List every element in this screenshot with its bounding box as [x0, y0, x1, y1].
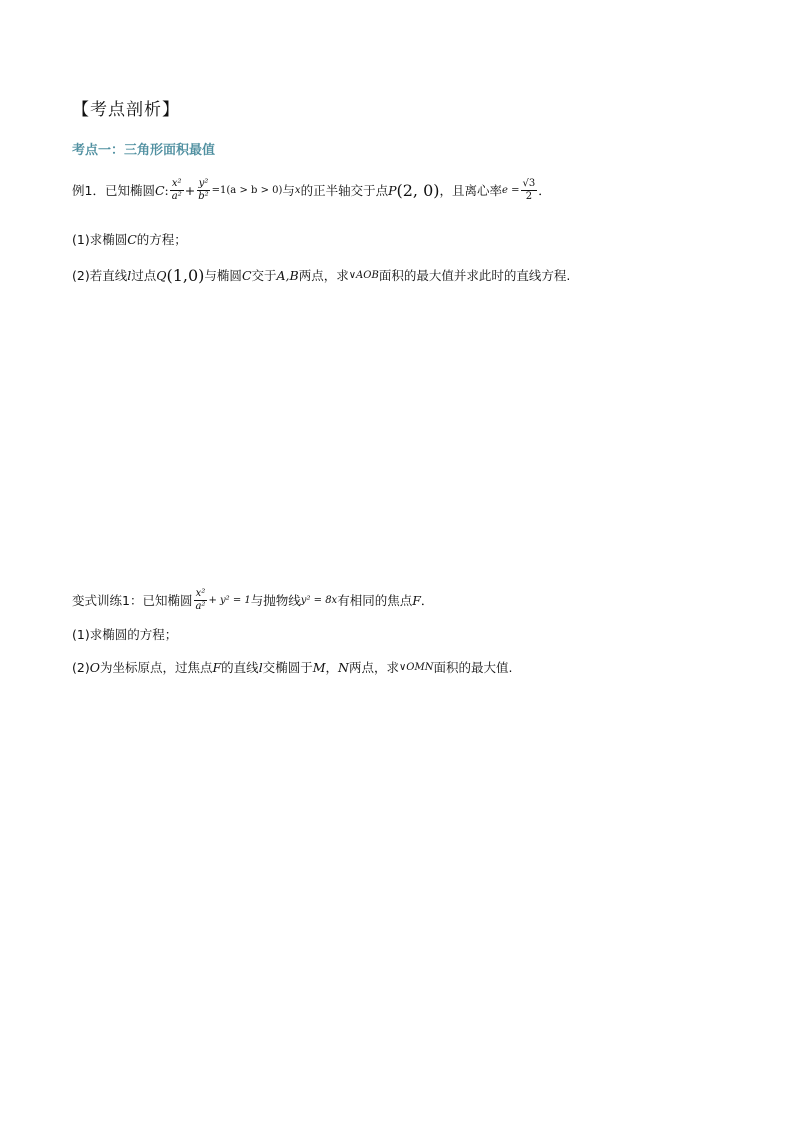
example1-part2	[72, 267, 570, 285]
ellipse-C: C	[127, 232, 137, 247]
fraction-y2-b2	[196, 178, 210, 203]
example1-statement	[72, 178, 551, 203]
var-x: x	[294, 184, 301, 196]
text: 的正半轴交于点	[300, 182, 389, 198]
text: 的直线	[221, 660, 259, 675]
section-heading: 【考点剖析】	[72, 100, 180, 120]
text: 两点，求	[298, 268, 349, 283]
text: (1)求椭圆	[72, 232, 128, 247]
frac-num: x²	[171, 178, 182, 189]
text: (1)求椭圆的方程；	[72, 627, 178, 642]
text: (2)	[72, 660, 90, 675]
frac-num: y²	[198, 178, 209, 189]
text: 交椭圆于	[262, 660, 313, 675]
ellipse-C: C	[241, 268, 252, 283]
colon: :	[164, 182, 169, 198]
frac-den: a²	[195, 601, 206, 612]
text: 面积的最大值并求此时的直线方程.	[378, 268, 571, 283]
focus-F: F	[412, 592, 421, 608]
line-l: l	[127, 268, 132, 283]
text: 交于	[251, 268, 277, 283]
variant1-prefix: 变式训练1：已知椭圆	[72, 592, 193, 608]
text: 的方程；	[136, 232, 187, 247]
frac-num: √3	[522, 178, 536, 189]
example1-prefix: 例1．已知椭圆	[72, 182, 155, 198]
point-N: N	[338, 660, 349, 675]
origin-O: O	[89, 660, 100, 675]
frac-num: x²	[195, 588, 206, 599]
equation-rest: =1(a > b > 0)	[211, 184, 283, 196]
example1-part1	[72, 231, 187, 249]
text: 为坐标原点，过焦点	[99, 660, 213, 675]
text: ，	[325, 660, 339, 675]
frac-den: b²	[198, 191, 209, 202]
variant1-part1	[72, 626, 177, 644]
text: 过点	[131, 268, 157, 283]
text: ，且离心率	[439, 182, 503, 198]
point-Q: Q	[156, 268, 167, 283]
line-l: l	[258, 660, 263, 675]
text: 与抛物线	[250, 592, 301, 608]
point-Q-coords: (1,0)	[166, 266, 205, 285]
text: 有相同的焦点	[337, 592, 413, 608]
text: (2)若直线	[72, 268, 128, 283]
parabola-equation: y² = 8x	[300, 594, 338, 606]
variant1-statement	[72, 588, 433, 613]
triangle-AOB: ∨AOB	[348, 270, 379, 281]
point-M: M	[312, 660, 326, 675]
points-AB: A,B	[276, 268, 299, 283]
text: 与	[282, 182, 295, 198]
subsection-heading: 考点一：三角形面积最值	[72, 143, 216, 158]
plus-sign: +	[184, 182, 196, 198]
variant1-part2	[72, 659, 512, 677]
fraction-sqrt3-2	[521, 178, 538, 203]
fraction-x2-a2	[170, 178, 184, 203]
eccentricity-label: e =	[502, 184, 520, 196]
ellipse-C: C	[154, 182, 165, 198]
text: 两点，求	[348, 660, 399, 675]
focus-F: F	[212, 660, 222, 675]
point-P: P	[388, 182, 397, 198]
equation-rest: + y² = 1	[208, 594, 251, 606]
period: ．	[420, 592, 434, 608]
text: 与椭圆	[204, 268, 242, 283]
point-P-coords: (2, 0)	[396, 180, 440, 200]
text: 面积的最大值.	[433, 660, 513, 675]
frac-den: 2	[525, 191, 533, 202]
period: ．	[538, 182, 551, 198]
frac-den: a²	[171, 191, 182, 202]
triangle-OMN: ∨OMN	[398, 662, 434, 673]
fraction-x2-a2	[193, 588, 207, 613]
